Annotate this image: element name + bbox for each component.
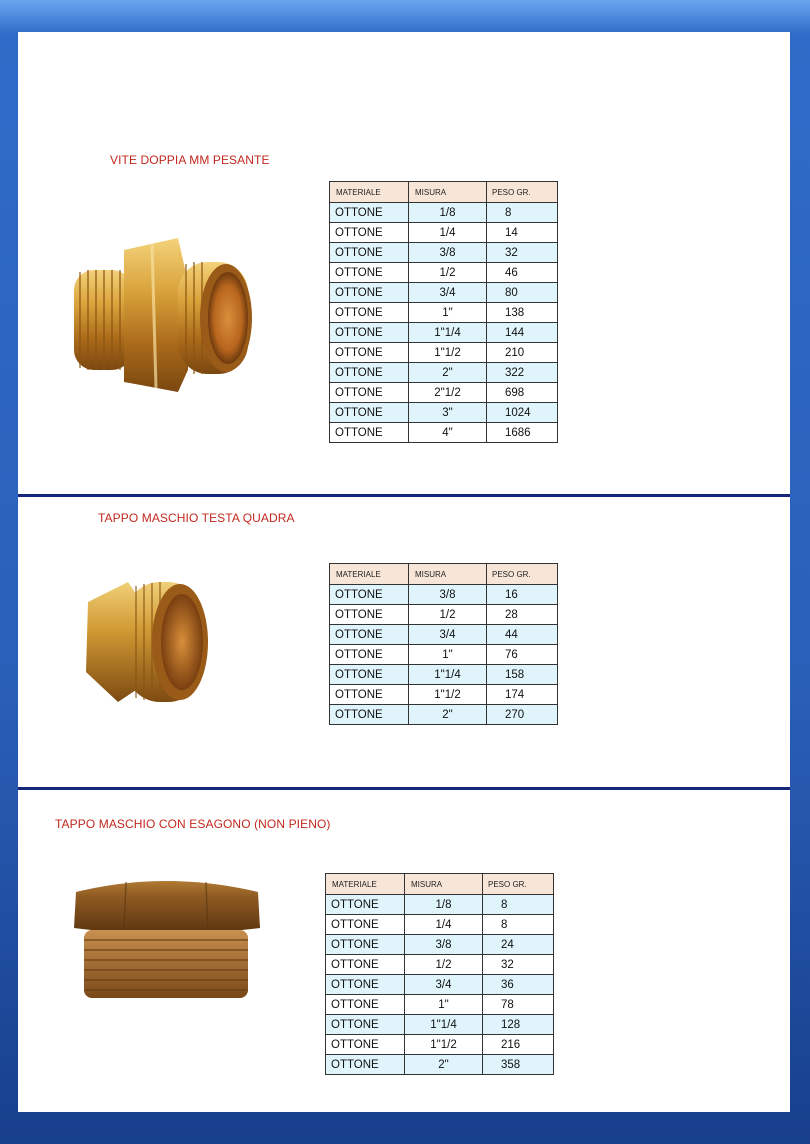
- cell-peso: 14: [487, 223, 558, 243]
- cell-misura: 1/4: [405, 915, 483, 935]
- cell-peso: 174: [487, 685, 558, 705]
- spec-table-vite-doppia: [329, 181, 558, 443]
- cell-materiale: OTTONE: [330, 363, 409, 383]
- spec-table-tappo-esagono: [325, 873, 554, 1075]
- cell-peso: 138: [487, 303, 558, 323]
- cell-peso: 8: [483, 895, 554, 915]
- section-divider: [18, 494, 790, 497]
- section-title-tappo-esagono: TAPPO MASCHIO CON ESAGONO (NON PIENO): [55, 817, 331, 831]
- cell-materiale: OTTONE: [326, 975, 405, 995]
- cell-materiale: OTTONE: [330, 223, 409, 243]
- cell-peso: 144: [487, 323, 558, 343]
- table-row: [330, 423, 558, 443]
- table-row: [330, 263, 558, 283]
- column-header-misura: MISURA: [405, 874, 483, 895]
- table-row: [326, 935, 554, 955]
- section-title-tappo-testa-quadra: TAPPO MASCHIO TESTA QUADRA: [98, 511, 295, 525]
- cell-misura: 2": [409, 363, 487, 383]
- cell-misura: 1/4: [409, 223, 487, 243]
- column-header-materiale: MATERIALE: [330, 564, 409, 585]
- cell-materiale: OTTONE: [330, 203, 409, 223]
- cell-misura: 1"1/4: [409, 323, 487, 343]
- table-row: [326, 1055, 554, 1075]
- cell-materiale: OTTONE: [326, 955, 405, 975]
- column-header-peso: PESO GR.: [487, 182, 558, 203]
- cell-materiale: OTTONE: [330, 283, 409, 303]
- table-row: [330, 383, 558, 403]
- table-row: [330, 605, 558, 625]
- cell-materiale: OTTONE: [330, 665, 409, 685]
- cell-materiale: OTTONE: [330, 323, 409, 343]
- table-row: [330, 665, 558, 685]
- cell-materiale: OTTONE: [326, 1055, 405, 1075]
- cell-misura: 3/8: [409, 585, 487, 605]
- cell-peso: 32: [483, 955, 554, 975]
- cell-peso: 358: [483, 1055, 554, 1075]
- cell-peso: 128: [483, 1015, 554, 1035]
- table-row: [330, 403, 558, 423]
- table-row: [330, 283, 558, 303]
- table-row: [326, 955, 554, 975]
- cell-peso: 46: [487, 263, 558, 283]
- table-row: [330, 223, 558, 243]
- cell-materiale: OTTONE: [330, 243, 409, 263]
- section-divider: [18, 787, 790, 790]
- cell-materiale: OTTONE: [326, 995, 405, 1015]
- column-header-materiale: MATERIALE: [326, 874, 405, 895]
- cell-misura: 3/4: [405, 975, 483, 995]
- table-row: [330, 363, 558, 383]
- cell-misura: 1"1/4: [405, 1015, 483, 1035]
- cell-misura: 2": [405, 1055, 483, 1075]
- cell-misura: 2"1/2: [409, 383, 487, 403]
- table-row: [326, 1035, 554, 1055]
- cell-peso: 8: [487, 203, 558, 223]
- table-row: [326, 895, 554, 915]
- table-row: [326, 1015, 554, 1035]
- cell-misura: 1"1/4: [409, 665, 487, 685]
- cell-misura: 1/2: [405, 955, 483, 975]
- cell-peso: 270: [487, 705, 558, 725]
- column-header-misura: MISURA: [409, 564, 487, 585]
- cell-peso: 1686: [487, 423, 558, 443]
- cell-misura: 1/2: [409, 605, 487, 625]
- table-row: [330, 645, 558, 665]
- cell-peso: 80: [487, 283, 558, 303]
- table-row: [326, 915, 554, 935]
- catalog-page: [18, 32, 790, 1112]
- cell-materiale: OTTONE: [326, 915, 405, 935]
- table-row: [330, 625, 558, 645]
- cell-misura: 4": [409, 423, 487, 443]
- table-row: [326, 995, 554, 1015]
- cell-materiale: OTTONE: [326, 1035, 405, 1055]
- cell-materiale: OTTONE: [330, 685, 409, 705]
- cell-peso: 158: [487, 665, 558, 685]
- cell-misura: 1"1/2: [405, 1035, 483, 1055]
- cell-peso: 44: [487, 625, 558, 645]
- cell-peso: 24: [483, 935, 554, 955]
- cell-peso: 76: [487, 645, 558, 665]
- cell-misura: 1/2: [409, 263, 487, 283]
- cell-peso: 8: [483, 915, 554, 935]
- table-row: [330, 303, 558, 323]
- table-row: [330, 203, 558, 223]
- cell-materiale: OTTONE: [326, 935, 405, 955]
- cell-materiale: OTTONE: [330, 343, 409, 363]
- cell-misura: 3/8: [409, 243, 487, 263]
- cell-materiale: OTTONE: [330, 585, 409, 605]
- cell-materiale: OTTONE: [330, 263, 409, 283]
- cell-materiale: OTTONE: [330, 625, 409, 645]
- cell-misura: 1": [405, 995, 483, 1015]
- cell-peso: 16: [487, 585, 558, 605]
- cell-materiale: OTTONE: [330, 423, 409, 443]
- cell-peso: 28: [487, 605, 558, 625]
- cell-misura: 3/8: [405, 935, 483, 955]
- cell-misura: 1"1/2: [409, 343, 487, 363]
- table-row: [330, 705, 558, 725]
- table-header-row: [330, 182, 558, 203]
- section-title-vite-doppia: VITE DOPPIA MM PESANTE: [110, 153, 270, 167]
- table-header-row: [326, 874, 554, 895]
- cell-misura: 3/4: [409, 283, 487, 303]
- cell-materiale: OTTONE: [330, 705, 409, 725]
- cell-materiale: OTTONE: [330, 303, 409, 323]
- cell-peso: 698: [487, 383, 558, 403]
- table-row: [330, 585, 558, 605]
- table-row: [330, 243, 558, 263]
- table-row: [330, 685, 558, 705]
- table-row: [326, 975, 554, 995]
- cell-misura: 1"1/2: [409, 685, 487, 705]
- cell-misura: 2": [409, 705, 487, 725]
- cell-peso: 78: [483, 995, 554, 1015]
- double-nipple-fitting-image: [66, 222, 256, 402]
- cell-peso: 322: [487, 363, 558, 383]
- table-row: [330, 343, 558, 363]
- cell-misura: 3": [409, 403, 487, 423]
- cell-materiale: OTTONE: [330, 403, 409, 423]
- column-header-misura: MISURA: [409, 182, 487, 203]
- cell-peso: 210: [487, 343, 558, 363]
- spec-table-tappo-testa-quadra: [329, 563, 558, 725]
- cell-peso: 216: [483, 1035, 554, 1055]
- column-header-materiale: MATERIALE: [330, 182, 409, 203]
- cell-misura: 1/8: [405, 895, 483, 915]
- cell-misura: 3/4: [409, 625, 487, 645]
- table-row: [330, 323, 558, 343]
- cell-materiale: OTTONE: [330, 645, 409, 665]
- square-head-plug-image: [78, 562, 218, 712]
- cell-materiale: OTTONE: [330, 605, 409, 625]
- hex-head-plug-image: [66, 870, 266, 1010]
- cell-misura: 1": [409, 303, 487, 323]
- cell-misura: 1/8: [409, 203, 487, 223]
- table-header-row: [330, 564, 558, 585]
- cell-materiale: OTTONE: [330, 383, 409, 403]
- cell-peso: 36: [483, 975, 554, 995]
- column-header-peso: PESO GR.: [483, 874, 554, 895]
- cell-misura: 1": [409, 645, 487, 665]
- column-header-peso: PESO GR.: [487, 564, 558, 585]
- cell-peso: 1024: [487, 403, 558, 423]
- cell-materiale: OTTONE: [326, 1015, 405, 1035]
- cell-peso: 32: [487, 243, 558, 263]
- cell-materiale: OTTONE: [326, 895, 405, 915]
